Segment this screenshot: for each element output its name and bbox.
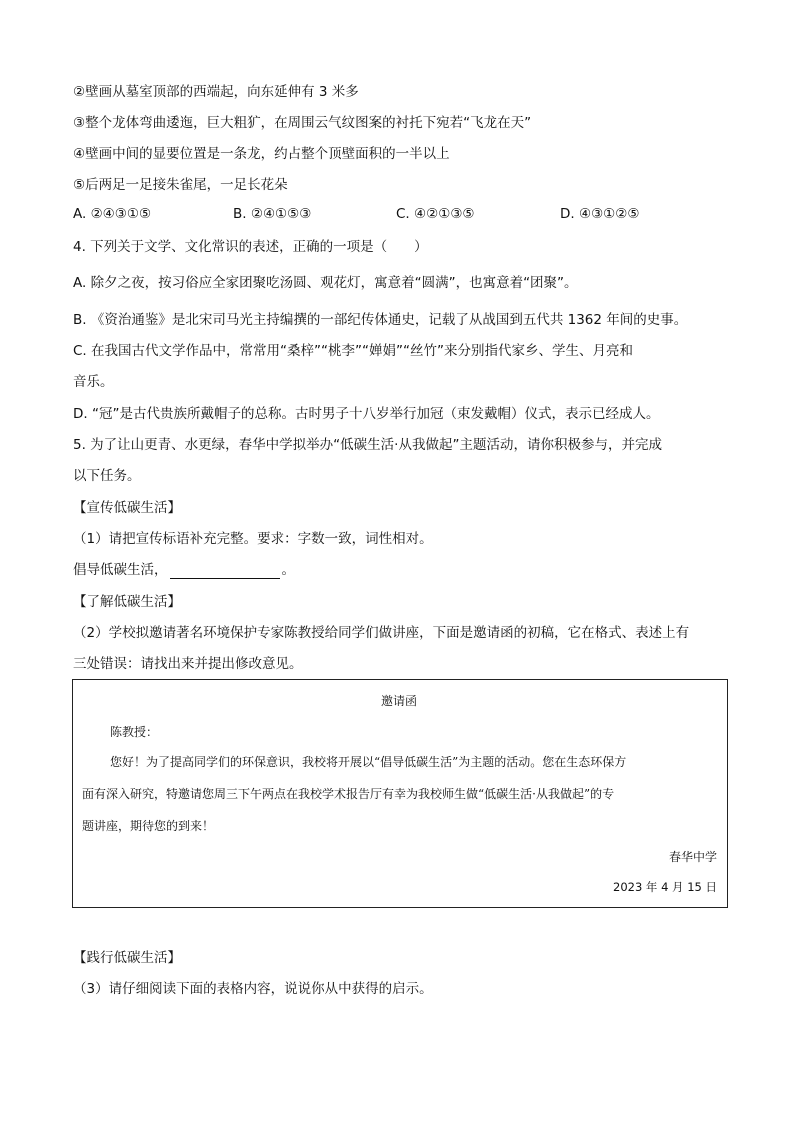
letter-title: 邀请函 (381, 694, 418, 708)
q5-stem-line1: 5. 为了让山更青、水更绿，春华中学拟举办“低碳生活·从我做起”主题活动，请你积极参与，并完成 (73, 437, 662, 453)
q4-option-a: A. 除夕之夜，按习俗应全家团聚吃汤圆、观花灯，寓意着“圆满”，也寓意着“团聚”。 (73, 275, 578, 291)
line-item-5: ⑤后两足一足接朱雀尾，一足长花朵 (73, 177, 288, 193)
line-item-4: ④壁画中间的显要位置是一条龙，约占整个顶壁面积的一半以上 (73, 146, 450, 162)
option-a: A. ②④③①⑤ (73, 206, 152, 222)
q4-option-d: D. “冠”是古代贵族所戴帽子的总称。古时男子十八岁举行加冠（束发戴帽）仪式，表示已经成人。 (73, 406, 660, 422)
section-heading-understand: 【了解低碳生活】 (73, 594, 181, 610)
q3-options (73, 206, 733, 224)
letter-body-line3: 题讲座，期待您的到来！ (82, 819, 215, 833)
line-item-3: ③整个龙体弯曲逶迤，巨大粗犷，在周围云气纹图案的衬托下宛若“飞龙在天” (73, 115, 532, 131)
letter-sender: 春华中学 (668, 850, 717, 864)
task-2-prompt-line2: 三处错误：请找出来并提出修改意见。 (73, 656, 303, 672)
invitation-letter-box (72, 679, 728, 908)
q4-option-c-line1: C. 在我国古代文学作品中，常常用“桑梓”“桃李”“婵娟”“丝竹”来分别指代家乡、学生、月亮和 (73, 343, 633, 359)
line-item-2: ②壁画从墓室顶部的西端起，向东延伸有 3 米多 (73, 84, 359, 100)
letter-date: 2023 年 4 月 15 日 (613, 880, 717, 894)
slogan-line (73, 561, 295, 579)
letter-salutation: 陈教授： (110, 725, 159, 739)
option-b: B. ②④①⑤③ (233, 206, 312, 222)
q4-option-c-line2: 音乐。 (73, 374, 114, 390)
option-c: C. ④②①③⑤ (396, 206, 475, 222)
slogan-blank (170, 564, 280, 579)
task-2-prompt-line1: （2）学校拟邀请著名环境保护专家陈教授给同学们做讲座，下面是邀请函的初稿，它在格式、表述上有 (73, 625, 690, 641)
slogan-prefix: 倡导低碳生活， (73, 562, 168, 578)
q4-stem: 4. 下列关于文学、文化常识的表述，正确的一项是（ ） (73, 239, 428, 255)
slogan-suffix: 。 (281, 562, 295, 578)
task-1-prompt: （1）请把宣传标语补充完整。要求：字数一致，词性相对。 (73, 531, 433, 547)
letter-body-line1: 您好！为了提高同学们的环保意识，我校将开展以“倡导低碳生活”为主题的活动。您在生态环保方 (110, 755, 627, 769)
letter-body-line2: 面有深入研究，特邀请您周三下午两点在我校学术报告厅有幸为我校师生做“低碳生活·从我做起”的专 (82, 787, 615, 801)
q5-stem-line2: 以下任务。 (73, 468, 141, 484)
task-3-prompt: （3）请仔细阅读下面的表格内容，说说你从中获得的启示。 (73, 981, 433, 997)
section-heading-promote: 【宣传低碳生活】 (73, 500, 181, 516)
q4-option-b: B. 《资治通鉴》是北宋司马光主持编撰的一部纪传体通史，记载了从战国到五代共 1362 年间的史事。 (73, 312, 688, 328)
section-heading-practice: 【践行低碳生活】 (73, 950, 181, 966)
option-d: D. ④③①②⑤ (560, 206, 640, 222)
